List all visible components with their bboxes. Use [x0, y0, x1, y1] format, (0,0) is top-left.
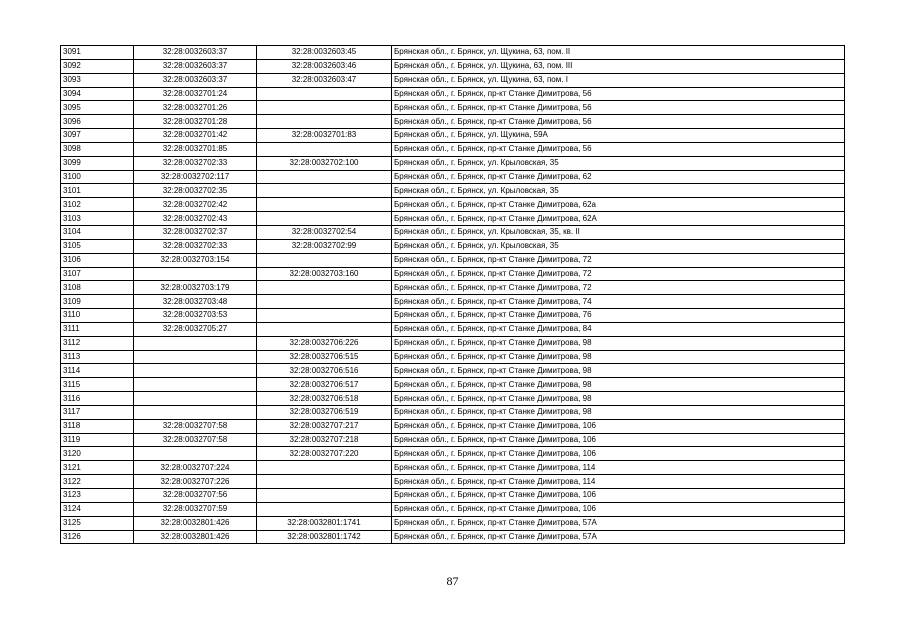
object-number-cell: 32:28:0032706:516 [257, 364, 392, 378]
row-number-cell: 3121 [61, 461, 134, 475]
table-row [61, 184, 845, 198]
cadastral-number-cell: 32:28:0032707:56 [134, 489, 257, 503]
address-cell: Брянская обл., г. Брянск, пр-кт Станке Димитрова, 106 [392, 447, 845, 461]
cadastral-number-cell: 32:28:0032702:43 [134, 212, 257, 226]
object-number-cell: 32:28:0032603:47 [257, 73, 392, 87]
object-number-cell: 32:28:0032707:218 [257, 433, 392, 447]
address-cell: Брянская обл., г. Брянск, пр-кт Станке Димитрова, 62А [392, 212, 845, 226]
row-number-cell: 3109 [61, 295, 134, 309]
cadastral-number-cell: 32:28:0032702:37 [134, 225, 257, 239]
cadastral-number-cell: 32:28:0032702:42 [134, 198, 257, 212]
address-cell: Брянская обл., г. Брянск, ул. Щукина, 59А [392, 129, 845, 143]
cadastral-number-cell [134, 364, 257, 378]
page-number: 87 [446, 574, 459, 588]
cadastral-number-cell: 32:28:0032703:154 [134, 253, 257, 267]
address-cell: Брянская обл., г. Брянск, пр-кт Станке Димитрова, 98 [392, 405, 845, 419]
table-row [61, 336, 845, 350]
object-number-cell: 32:28:0032603:45 [257, 46, 392, 60]
row-number-cell: 3114 [61, 364, 134, 378]
table-row [61, 59, 845, 73]
row-number-cell: 3115 [61, 378, 134, 392]
row-number-cell: 3123 [61, 489, 134, 503]
cadastral-number-cell: 32:28:0032702:33 [134, 239, 257, 253]
table-row [61, 129, 845, 143]
object-number-cell [257, 212, 392, 226]
row-number-cell: 3119 [61, 433, 134, 447]
table-row [61, 516, 845, 530]
object-number-cell: 32:28:0032706:518 [257, 392, 392, 406]
cadastral-number-cell: 32:28:0032705:27 [134, 322, 257, 336]
table-row [61, 530, 845, 544]
address-cell: Брянская обл., г. Брянск, пр-кт Станке Димитрова, 74 [392, 295, 845, 309]
address-cell: Брянская обл., г. Брянск, пр-кт Станке Димитрова, 56 [392, 87, 845, 101]
table-row [61, 87, 845, 101]
object-number-cell: 32:28:0032707:217 [257, 419, 392, 433]
address-cell: Брянская обл., г. Брянск, пр-кт Станке Димитрова, 62 [392, 170, 845, 184]
object-number-cell [257, 115, 392, 129]
address-cell: Брянская обл., г. Брянск, пр-кт Станке Димитрова, 98 [392, 378, 845, 392]
cadastral-number-cell: 32:28:0032603:37 [134, 73, 257, 87]
row-number-cell: 3106 [61, 253, 134, 267]
row-number-cell: 3113 [61, 350, 134, 364]
cadastral-number-cell [134, 392, 257, 406]
cadastral-number-cell [134, 447, 257, 461]
cadastral-number-cell: 32:28:0032701:26 [134, 101, 257, 115]
table-row [61, 46, 845, 60]
cadastral-number-cell: 32:28:0032701:24 [134, 87, 257, 101]
row-number-cell: 3098 [61, 142, 134, 156]
object-number-cell [257, 87, 392, 101]
address-cell: Брянская обл., г. Брянск, пр-кт Станке Димитрова, 106 [392, 433, 845, 447]
row-number-cell: 3094 [61, 87, 134, 101]
row-number-cell: 3120 [61, 447, 134, 461]
cadastral-number-cell: 32:28:0032703:48 [134, 295, 257, 309]
address-cell: Брянская обл., г. Брянск, пр-кт Станке Димитрова, 84 [392, 322, 845, 336]
object-number-cell [257, 309, 392, 323]
table-row [61, 281, 845, 295]
row-number-cell: 3116 [61, 392, 134, 406]
table-row [61, 461, 845, 475]
table-row [61, 350, 845, 364]
object-number-cell: 32:28:0032603:46 [257, 59, 392, 73]
row-number-cell: 3091 [61, 46, 134, 60]
object-number-cell [257, 170, 392, 184]
object-number-cell [257, 253, 392, 267]
address-cell: Брянская обл., г. Брянск, пр-кт Станке Димитрова, 72 [392, 253, 845, 267]
table-row [61, 225, 845, 239]
row-number-cell: 3108 [61, 281, 134, 295]
cadastral-number-cell: 32:28:0032707:224 [134, 461, 257, 475]
address-cell: Брянская обл., г. Брянск, пр-кт Станке Димитрова, 98 [392, 392, 845, 406]
address-cell: Брянская обл., г. Брянск, пр-кт Станке Димитрова, 56 [392, 142, 845, 156]
object-number-cell [257, 101, 392, 115]
table-row [61, 253, 845, 267]
row-number-cell: 3096 [61, 115, 134, 129]
table-row [61, 212, 845, 226]
cadastral-number-cell: 32:28:0032707:226 [134, 475, 257, 489]
cadastral-number-cell: 32:28:0032707:59 [134, 502, 257, 516]
cadastral-number-cell [134, 336, 257, 350]
cadastral-number-cell [134, 267, 257, 281]
object-number-cell [257, 502, 392, 516]
object-number-cell: 32:28:0032801:1741 [257, 516, 392, 530]
row-number-cell: 3112 [61, 336, 134, 350]
table-row [61, 433, 845, 447]
object-number-cell [257, 461, 392, 475]
table-row [61, 115, 845, 129]
object-number-cell [257, 295, 392, 309]
cadastral-number-cell: 32:28:0032707:58 [134, 419, 257, 433]
table-row [61, 405, 845, 419]
row-number-cell: 3097 [61, 129, 134, 143]
cadastral-number-cell: 32:28:0032703:53 [134, 309, 257, 323]
address-cell: Брянская обл., г. Брянск, ул. Щукина, 63, пом. III [392, 59, 845, 73]
object-number-cell: 32:28:0032702:54 [257, 225, 392, 239]
table-row [61, 502, 845, 516]
address-cell: Брянская обл., г. Брянск, пр-кт Станке Димитрова, 57А [392, 530, 845, 544]
row-number-cell: 3107 [61, 267, 134, 281]
row-number-cell: 3117 [61, 405, 134, 419]
row-number-cell: 3102 [61, 198, 134, 212]
table-row [61, 156, 845, 170]
cadastral-number-cell: 32:28:0032702:117 [134, 170, 257, 184]
cadastral-number-cell: 32:28:0032702:33 [134, 156, 257, 170]
object-number-cell: 32:28:0032706:515 [257, 350, 392, 364]
cadastral-number-cell: 32:28:0032707:58 [134, 433, 257, 447]
table-row [61, 73, 845, 87]
row-number-cell: 3092 [61, 59, 134, 73]
cadastral-number-cell: 32:28:0032701:42 [134, 129, 257, 143]
cadastral-number-cell: 32:28:0032701:85 [134, 142, 257, 156]
cadastral-number-cell [134, 405, 257, 419]
row-number-cell: 3105 [61, 239, 134, 253]
table-row [61, 475, 845, 489]
table-row [61, 378, 845, 392]
table-row [61, 101, 845, 115]
table-row [61, 419, 845, 433]
row-number-cell: 3099 [61, 156, 134, 170]
row-number-cell: 3095 [61, 101, 134, 115]
object-number-cell [257, 322, 392, 336]
object-number-cell: 32:28:0032801:1742 [257, 530, 392, 544]
row-number-cell: 3093 [61, 73, 134, 87]
object-number-cell: 32:28:0032706:226 [257, 336, 392, 350]
row-number-cell: 3100 [61, 170, 134, 184]
object-number-cell [257, 489, 392, 503]
table-row [61, 295, 845, 309]
table-body [61, 46, 845, 544]
object-number-cell: 32:28:0032706:519 [257, 405, 392, 419]
table-row [61, 364, 845, 378]
row-number-cell: 3124 [61, 502, 134, 516]
cadastral-number-cell: 32:28:0032701:28 [134, 115, 257, 129]
table-row [61, 322, 845, 336]
table-row [61, 239, 845, 253]
row-number-cell: 3104 [61, 225, 134, 239]
address-cell: Брянская обл., г. Брянск, ул. Крыловская, 35 [392, 184, 845, 198]
object-number-cell: 32:28:0032703:160 [257, 267, 392, 281]
address-cell: Брянская обл., г. Брянск, пр-кт Станке Димитрова, 106 [392, 489, 845, 503]
table-row [61, 392, 845, 406]
address-cell: Брянская обл., г. Брянск, ул. Щукина, 63, пом. I [392, 73, 845, 87]
cadastral-number-cell [134, 378, 257, 392]
table-row [61, 198, 845, 212]
table-row [61, 170, 845, 184]
address-cell: Брянская обл., г. Брянск, пр-кт Станке Димитрова, 56 [392, 101, 845, 115]
object-number-cell: 32:28:0032707:220 [257, 447, 392, 461]
address-cell: Брянская обл., г. Брянск, пр-кт Станке Димитрова, 98 [392, 336, 845, 350]
object-number-cell [257, 184, 392, 198]
table-row [61, 267, 845, 281]
object-number-cell: 32:28:0032706:517 [257, 378, 392, 392]
cadastral-number-cell: 32:28:0032702:35 [134, 184, 257, 198]
cadastral-number-cell: 32:28:0032801:426 [134, 530, 257, 544]
table-row [61, 142, 845, 156]
address-cell: Брянская обл., г. Брянск, пр-кт Станке Димитрова, 106 [392, 502, 845, 516]
object-number-cell: 32:28:0032701:83 [257, 129, 392, 143]
row-number-cell: 3110 [61, 309, 134, 323]
row-number-cell: 3126 [61, 530, 134, 544]
cadastral-number-cell: 32:28:0032603:37 [134, 46, 257, 60]
address-cell: Брянская обл., г. Брянск, пр-кт Станке Димитрова, 56 [392, 115, 845, 129]
row-number-cell: 3103 [61, 212, 134, 226]
table-row [61, 309, 845, 323]
object-number-cell [257, 142, 392, 156]
row-number-cell: 3101 [61, 184, 134, 198]
cadastral-number-cell: 32:28:0032603:37 [134, 59, 257, 73]
object-number-cell [257, 281, 392, 295]
object-number-cell [257, 475, 392, 489]
row-number-cell: 3111 [61, 322, 134, 336]
address-cell: Брянская обл., г. Брянск, пр-кт Станке Димитрова, 106 [392, 419, 845, 433]
object-number-cell: 32:28:0032702:100 [257, 156, 392, 170]
address-cell: Брянская обл., г. Брянск, пр-кт Станке Димитрова, 98 [392, 364, 845, 378]
address-cell: Брянская обл., г. Брянск, пр-кт Станке Димитрова, 72 [392, 281, 845, 295]
cadastral-number-cell: 32:28:0032703:179 [134, 281, 257, 295]
object-number-cell: 32:28:0032702:99 [257, 239, 392, 253]
address-cell: Брянская обл., г. Брянск, ул. Щукина, 63, пом. II [392, 46, 845, 60]
address-cell: Брянская обл., г. Брянск, пр-кт Станке Димитрова, 62а [392, 198, 845, 212]
cadastral-number-cell [134, 350, 257, 364]
address-cell: Брянская обл., г. Брянск, пр-кт Станке Димитрова, 57А [392, 516, 845, 530]
address-cell: Брянская обл., г. Брянск, пр-кт Станке Димитрова, 114 [392, 475, 845, 489]
address-cell: Брянская обл., г. Брянск, пр-кт Станке Димитрова, 76 [392, 309, 845, 323]
address-cell: Брянская обл., г. Брянск, ул. Крыловская, 35, кв. II [392, 225, 845, 239]
table-row [61, 489, 845, 503]
address-cell: Брянская обл., г. Брянск, пр-кт Станке Димитрова, 72 [392, 267, 845, 281]
cadastral-number-cell: 32:28:0032801:426 [134, 516, 257, 530]
address-cell: Брянская обл., г. Брянск, ул. Крыловская, 35 [392, 239, 845, 253]
table-row [61, 447, 845, 461]
address-cell: Брянская обл., г. Брянск, пр-кт Станке Димитрова, 98 [392, 350, 845, 364]
cadastral-table [60, 45, 845, 544]
address-cell: Брянская обл., г. Брянск, ул. Крыловская, 35 [392, 156, 845, 170]
object-number-cell [257, 198, 392, 212]
address-cell: Брянская обл., г. Брянск, пр-кт Станке Димитрова, 114 [392, 461, 845, 475]
row-number-cell: 3118 [61, 419, 134, 433]
row-number-cell: 3125 [61, 516, 134, 530]
row-number-cell: 3122 [61, 475, 134, 489]
